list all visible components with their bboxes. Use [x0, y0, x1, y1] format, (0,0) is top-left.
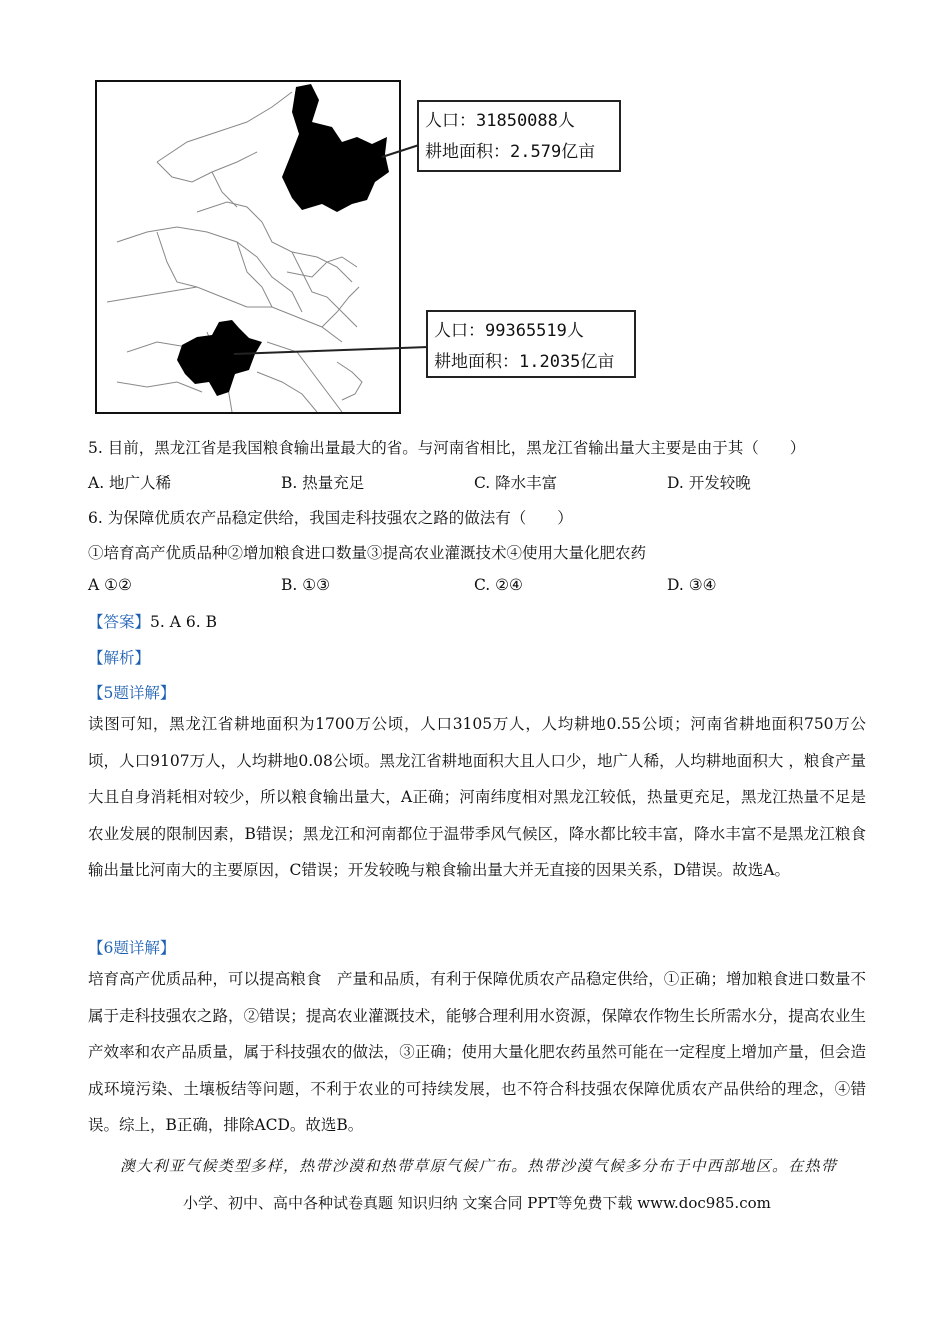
henan-region — [177, 320, 262, 396]
q5-option-d: D. 开发较晚 — [667, 474, 751, 492]
q6-items: ①培育高产优质品种②增加粮食进口数量③提高农业灌溉技术④使用大量化肥农药 — [88, 544, 647, 562]
answer-line — [88, 610, 217, 632]
callout-henan — [426, 310, 636, 378]
farmland-label: 耕地面积：1.2035亿亩 — [434, 352, 615, 372]
answer-label: 【答案】 — [88, 613, 151, 631]
heilongjiang-region — [282, 84, 389, 212]
q5-option-c: C. 降水丰富 — [474, 474, 558, 492]
map-figure — [95, 80, 401, 414]
population-label: 人口：31850088人 — [425, 111, 575, 131]
callout-heilongjiang — [417, 100, 621, 172]
q6-option-a: A ①② — [88, 576, 132, 594]
detail5-text: 读图可知，黑龙江省耕地面积为1700万公顷，人口3105万人，人均耕地0.55公顷；河南省耕地面积750万公顷，人口9107万人，人均耕地0.08公顷。黑龙江省耕地面积大且人口少，地广人稀，人均耕地面积大 ，粮食产量大且自身消耗相对较少，所以粮食输出量大，A正确；河南纬度相对黑龙江较低，热量更充足，黑龙江热量不足是农业发展的限制因素，B错误；黑龙江和河南都位于温带季风气候区，降水都比较丰富，降水丰富不是黑龙江粮食输出量比河南大的主要原因，C错误；开发较晚与粮食输出量大并无直接的因果关系，D错误。故选A。 — [88, 715, 866, 879]
analysis-label: 【解析】 — [88, 649, 151, 667]
detail5-label: 【5题详解】 — [88, 684, 176, 702]
answer-text: 5. A 6. B — [150, 613, 217, 631]
q5-stem: 5. 目前，黑龙江省是我国粮食输出量最大的省。与河南省相比，黑龙江省输出量大主要是由于其（ ） — [88, 439, 806, 457]
q6-option-c: C. ②④ — [474, 576, 523, 594]
q6-option-b: B. ①③ — [281, 576, 331, 594]
q5-option-b: B. 热量充足 — [281, 474, 365, 492]
q6-option-d: D. ③④ — [667, 576, 717, 594]
detail6-label: 【6题详解】 — [88, 939, 176, 957]
q5-option-a: A. 地广人稀 — [88, 474, 172, 492]
farmland-label: 耕地面积：2.579亿亩 — [425, 142, 596, 162]
northeast-china-map — [97, 82, 399, 412]
page-footer: 小学、初中、高中各种试卷真题 知识归纳 文案合同 PPT等免费下载 www.doc985.com — [183, 1194, 771, 1212]
q6-stem: 6. 为保障优质农产品稳定供给，我国走科技强农之路的做法有（ ） — [88, 509, 573, 527]
population-label: 人口：99365519人 — [434, 321, 584, 341]
next-passage: 澳大利亚气候类型多样，热带沙漠和热带草原气候广布。热带沙漠气候多分布于中西部地区。在热带 — [120, 1157, 838, 1175]
detail6-text: 培育高产优质品种，可以提高粮食 产量和品质，有利于保障优质农产品稳定供给，①正确；增加粮食进口数量不属于走科技强农之路，②错误；提高农业灌溉技术，能够合理利用水资源，保障农作物生长所需水分，提高农业生产效率和农产品质量，属于科技强农的做法，③正确；使用大量化肥农药虽然可能在一定程度上增加产量，但会造成环境污染、土壤板结等问题，不利于农业的可持续发展，也不符合科技强农保障优质农产品供给的理念，④错误。综上，B正确，排除ACD。故选B。 — [88, 970, 866, 1134]
